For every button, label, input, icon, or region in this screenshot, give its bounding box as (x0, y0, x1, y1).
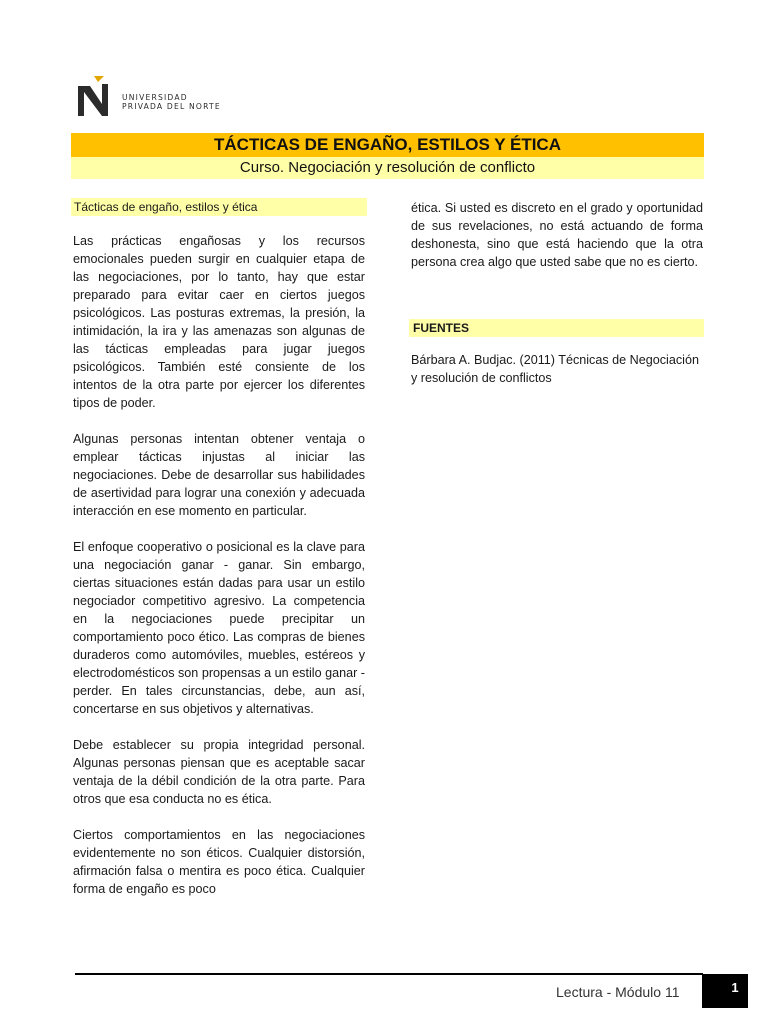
right-column (411, 199, 703, 271)
paragraph: Debe establecer su propia integridad personal. Algunas personas piensan que es aceptable sacar ventaja de la débil condición de la otra parte. Para otros que esa conducta no es ética. (73, 738, 365, 806)
logo-wordmark (122, 93, 221, 111)
footer-label: Lectura - Módulo 11 (556, 984, 680, 1000)
page-number: 1 (702, 974, 748, 1008)
section-heading-fuentes: FUENTES (409, 319, 704, 337)
university-logo (74, 76, 234, 120)
document-subtitle: Curso. Negociación y resolución de conflicto (71, 157, 704, 179)
logo-line-2: PRIVADA DEL NORTE (122, 102, 221, 111)
source-citation: Bárbara A. Budjac. (2011) Técnicas de Negociación y resolución de conflictos (411, 353, 699, 385)
paragraph: Ciertos comportamientos en las negociaciones evidentemente no son éticos. Cualquier distorsión, afirmación falsa o mentira es poco ética. Cualquier forma de engaño es poco (73, 828, 365, 896)
footer-divider (75, 973, 703, 975)
left-column (73, 232, 365, 898)
paragraph: Algunas personas intentan obtener ventaja o emplear tácticas injustas al iniciar las negociaciones. Debe de desarrollar sus habilidades de asertividad para lograr una conexión y adecuada interacción en ese momento en particular. (73, 432, 365, 518)
paragraph: El enfoque cooperativo o posicional es la clave para una negociación ganar - ganar. Sin embargo, ciertas situaciones están dadas para usar un estilo negociador competitivo agresivo. La competencia en la negociaciones puede precipitar un comportamiento poco ético. Las compras de bienes duraderos como automóviles, muebles, estéreos y electrodomésticos son propensas a un estilo ganar - perder. En tales circunstancias, debe, aun así, concertarse en sus objetivos y alternativas. (73, 540, 365, 716)
document-title: TÁCTICAS DE ENGAÑO, ESTILOS Y ÉTICA (71, 133, 704, 157)
paragraph: Las prácticas engañosas y los recursos emocionales pueden surgir en cualquier etapa de las negociaciones, por lo tanto, hay que estar preparado para evitar caer en ciertos juegos psicológicos. Las posturas extremas, la presión, la intimidación, la ira y las amenazas son algunas de las tácticas empleadas para jugar juegos psicológicos. También esté consiente de los intentos de la otra parte por ejercer los diferentes tipos de poder. (73, 234, 365, 410)
section-heading-text: Tácticas de engaño, estilos y ética (74, 200, 258, 214)
paragraph: ética. Si usted es discreto en el grado y oportunidad de sus revelaciones, no está actuando de forma deshonesta, sino que está haciendo que la otra persona crea algo que usted sabe que no es cierto. (411, 201, 703, 269)
logo-line-1: UNIVERSIDAD (122, 93, 188, 102)
upn-n-logo-icon (74, 76, 118, 120)
section-heading-tacticas (71, 198, 367, 216)
